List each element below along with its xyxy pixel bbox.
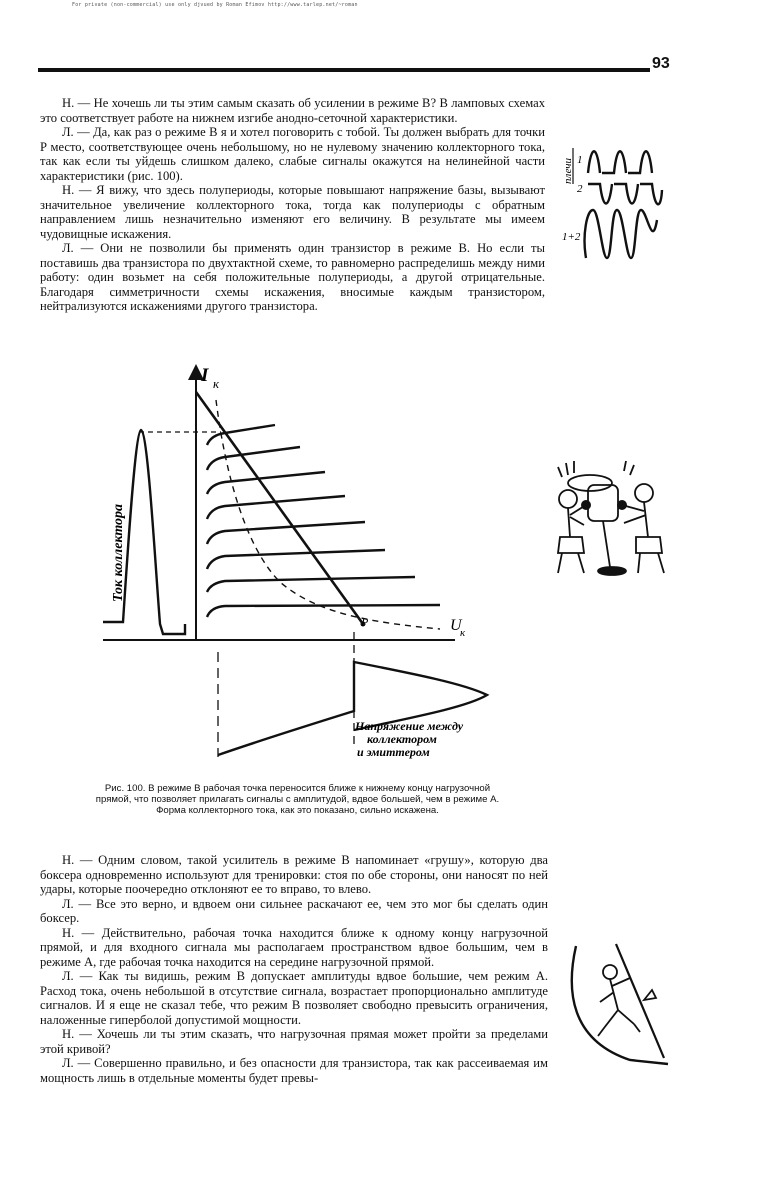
push-pull-waveforms-figure — [558, 140, 673, 270]
wave-1-curve — [588, 151, 652, 173]
current-axis-label: Ток коллектора — [111, 503, 126, 602]
power-hyperbola-dashed — [216, 400, 440, 629]
climber-head — [603, 965, 617, 979]
arms-label: плечи — [562, 157, 574, 184]
y-axis-subscript: к — [213, 376, 220, 391]
bottom-text-column — [40, 853, 548, 1085]
paragraph: Л. — Они не позволили бы применять один транзистор в режиме В. Но если ты поставишь два транзистора по двухтактной схеме, то равномерно распределишь между ними работу: один возьмет на себя положительные полупериоды, а другой отрицательные. Благодаря симметричности схемы искажения, вносимые каждым транзистором, нейтрализуются искажениями другого транзистора. — [40, 241, 545, 313]
x-axis-label: U — [450, 617, 462, 634]
wave-label-sum: 1+2 — [562, 231, 581, 243]
paragraph: Н. — Хочешь ли ты этим сказать, что нагрузочная прямая может пройти за пределами этой кривой? — [40, 1027, 548, 1056]
y-axis-label: I — [201, 365, 209, 386]
right-boxer-body — [622, 502, 664, 573]
wave-label-1: 1 — [577, 154, 583, 166]
paragraph: Л. — Как ты видишь, режим В допускает амплитуды вдвое большие, чем режим А. Расход тока, очень небольшой в отсутствие сигнала, возрастает пропорционально амплитуде сигналов. И я еще не сказал тебе, что режим В позволяет свободно превысить ограничения, наложенные гиперболой допустимой мощности. — [40, 969, 548, 1027]
bag-top-board — [568, 475, 612, 491]
paragraph: Л. — Все это верно, и вдвоем они сильнее раскачают ее, чем это мог бы сделать один боксер. — [40, 896, 548, 925]
watermark: For private (non-commercial) use only djvued by Roman Efimov http://www.tarlep.net/~roman — [72, 2, 358, 8]
header-rule — [38, 68, 650, 72]
right-boxer-head — [635, 484, 653, 502]
paragraph: Н. — Действительно, рабочая точка находится ближе к одному концу нагрузочной прямой, и для входного сигнала мы располагаем пространством вдвое большим, чем в режиме А, где рабочая точка находится на середине нагрузочной прямой. — [40, 925, 548, 969]
figure-caption: Рис. 100. В режиме В рабочая точка переносится ближе к нижнему концу нагрузочной прямой, что позволяет прилагать сигналы с амплитудой, вдвое большей, чем в режиме А. Форма коллекторного тока, как это показано, сильно искажена. — [95, 783, 500, 817]
operating-point-label: P — [361, 615, 369, 629]
hyperbola-curve — [572, 946, 668, 1064]
right-glove-icon — [617, 500, 627, 510]
paragraph: Н. — Я вижу, что здесь полупериоды, которые повышают напряжение базы, вызывают значительное увеличение коллекторного тока, тогда как полупериоды с обратным направлением лишь незначительно изменяют его величину. В результате мы имеем чудовищные искажения. — [40, 183, 545, 241]
collector-voltage-waveform — [218, 662, 487, 755]
boxers-punching-bag-illustration — [548, 455, 673, 580]
left-boxer-body — [558, 505, 586, 573]
page-number: 93 — [652, 55, 670, 72]
hammer-icon — [644, 990, 656, 1000]
bag-stand-pole — [603, 521, 610, 567]
load-line-rope — [616, 944, 664, 1058]
paragraph: Л. — Совершенно правильно, и без опасности для транзистора, так как рассеиваемая им мощность лишь в отдельные моменты будет превы- — [40, 1056, 548, 1085]
paragraph: Н. — Одним словом, такой усилитель в режиме В напоминает «грушу», которую два боксера одновременно используют для тренировки: стоя по обе стороны, они наносят по ней удары, которые поочередно отклоняют ее то вправо, то влево. — [40, 853, 548, 896]
paragraph: Н. — Не хочешь ли ты этим самым сказать об усилении в режиме В? В ламповых схемах это соответствует работе на нижнем изгибе анодно-сеточной характеристики. — [40, 96, 545, 125]
top-text-column — [40, 96, 545, 314]
wave-2-curve — [588, 184, 662, 204]
voltage-label-line-2: коллектором — [367, 732, 437, 746]
voltage-label-line-1: Напряжение между — [355, 719, 464, 733]
voltage-label-line-3: и эмиттером — [357, 745, 430, 759]
left-boxer-head — [559, 490, 577, 508]
wave-label-2: 2 — [577, 183, 583, 195]
wave-sum-curve — [585, 210, 657, 258]
x-axis-subscript: к — [460, 627, 466, 639]
paragraph: Л. — Да, как раз о режиме В я и хотел поговорить с тобой. Ты должен выбрать для точки P место, соответствующее очень небольшому, но не нулевому значению коллекторного тока, так как если ты уйдешь слишком далеко, слабые сигналы окажутся на нелинейной части характеристики (рис. 100). — [40, 125, 545, 183]
collector-characteristics-figure — [95, 362, 505, 777]
curve-climber-illustration — [560, 940, 672, 1068]
left-glove-icon — [581, 500, 591, 510]
bag-stand-base — [598, 567, 626, 575]
